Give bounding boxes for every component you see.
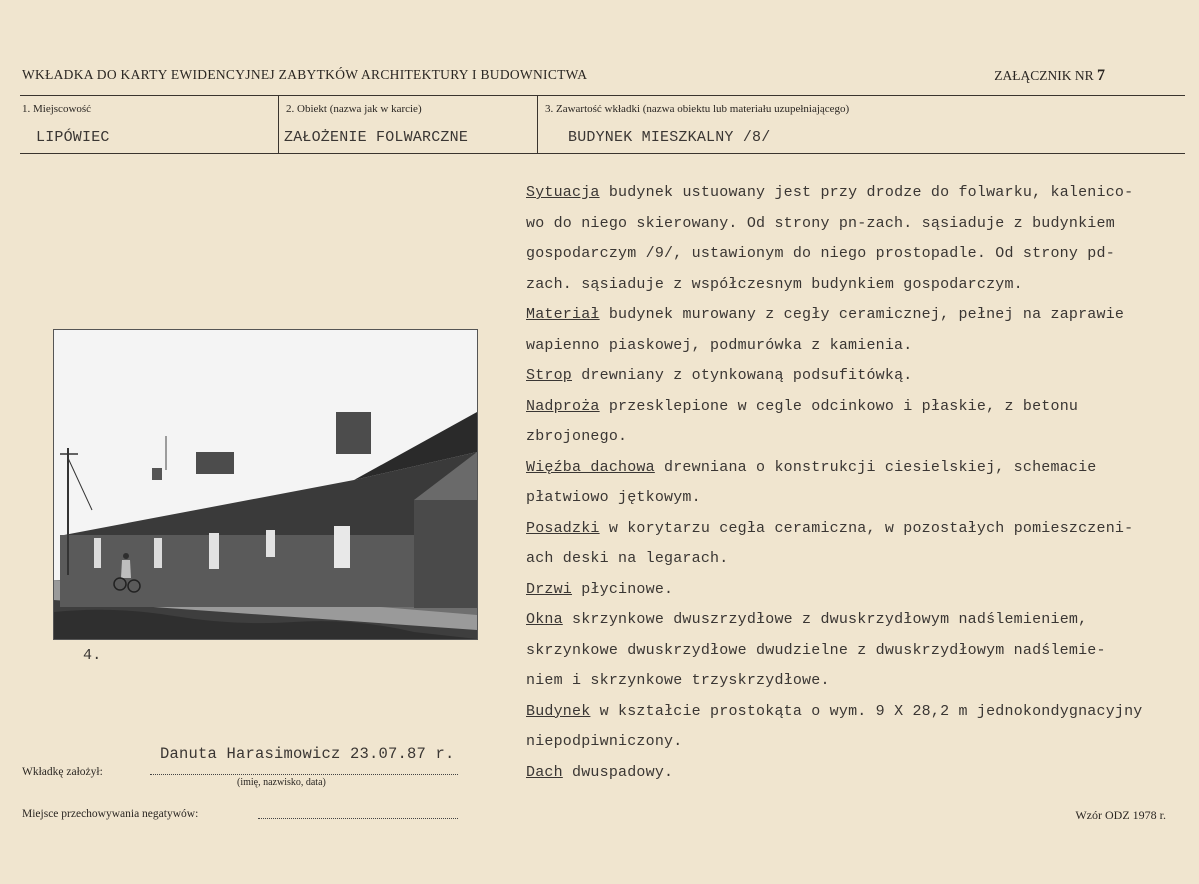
para-strop <box>526 361 1192 392</box>
para-line: niem i skrzynkowe trzyskrzydłowe. <box>526 672 830 689</box>
building-photo-image <box>54 330 477 639</box>
para-line: skrzynkowe dwuskrzydłowe dwudzielne z dwuskrzydłowym nadślemie- <box>526 641 1106 659</box>
para-line: wapienno piaskowej, podmurówka z kamienia. <box>526 336 913 354</box>
para-line: ach deski na legarach. <box>526 550 729 567</box>
para-line: płatwiowo jętkowym. <box>526 489 701 506</box>
description-text <box>526 178 1192 788</box>
para-wiezba <box>526 453 1192 514</box>
keyword-wiezba: Więźba dachowa <box>526 458 655 476</box>
para-line: przesklepione w cegle odcinkowo i płaskie, z betonu <box>608 397 1079 415</box>
para-line: płycinowe. <box>581 580 674 598</box>
para-dach <box>526 758 1192 789</box>
para-posadzki <box>526 514 1192 575</box>
para-line: budynek ustuowany jest przy drodze do folwarku, kalenico- <box>608 184 1134 201</box>
field-locality-label: 1. Miejscowość <box>22 103 92 115</box>
form-code: Wzór ODZ 1978 r. <box>1075 808 1166 822</box>
field-object-value: ZAŁOŻENIE FOLWARCZNE <box>284 129 469 146</box>
negatives-dotted-line <box>258 818 458 819</box>
keyword-dach: Dach <box>526 763 563 781</box>
author-hint: (imię, nazwisko, data) <box>237 777 326 788</box>
keyword-sytuacja: Sytuacja <box>526 184 600 201</box>
para-line: drewniana o konstrukcji ciesielskiej, schemacie <box>664 458 1097 476</box>
para-okna <box>526 605 1192 697</box>
para-line: zbrojonego. <box>526 428 628 445</box>
annex-label-text: ZAŁĄCZNIK NR <box>994 68 1094 83</box>
annex-label <box>994 67 1105 85</box>
field-content-label: 3. Zawartość wkładki (nazwa obiektu lub materiału uzupełniającego) <box>545 103 850 115</box>
divider-field-2 <box>537 96 538 153</box>
photo-number: 4. <box>83 647 102 664</box>
author-value: Danuta Harasimowicz 23.07.87 r. <box>160 745 455 763</box>
keyword-budynek: Budynek <box>526 702 591 720</box>
building-photo <box>53 329 478 640</box>
author-label: Wkładkę założył: <box>22 766 103 778</box>
para-line: drewniany z otynkowaną podsufitówką. <box>581 367 913 384</box>
negatives-label: Miejsce przechowywania negatywów: <box>22 808 199 820</box>
para-nadproza <box>526 392 1192 453</box>
para-line: budynek murowany z cegły ceramicznej, pełnej na zaprawie <box>608 306 1125 323</box>
para-line: skrzynkowe dwuszrzydłowe z dwuskrzydłowym nadślemieniem, <box>572 611 1088 628</box>
para-budynek <box>526 697 1192 758</box>
keyword-material: Materiał <box>526 306 600 323</box>
divider-fields <box>20 153 1185 154</box>
para-line: wo do niego skierowany. Od strony pn-zach. sąsiaduje z budynkiem <box>526 214 1115 232</box>
keyword-posadzki: Posadzki <box>526 519 600 537</box>
para-material <box>526 300 1192 361</box>
keyword-strop: Strop <box>526 367 573 384</box>
keyword-nadproza: Nadproża <box>526 397 600 415</box>
para-line: dwuspadowy. <box>572 763 674 781</box>
divider-field-1 <box>278 96 279 153</box>
para-line: w korytarzu cegła ceramiczna, w pozostałych pomieszczeni- <box>608 519 1134 537</box>
field-object-label: 2. Obiekt (nazwa jak w karcie) <box>286 103 422 115</box>
keyword-okna: Okna <box>526 611 563 628</box>
field-locality-value: LIPÓWIEC <box>36 129 110 146</box>
para-line: gospodarczym /9/, ustawionym do niego prostopadle. Od strony pd- <box>526 245 1115 262</box>
field-content-value: BUDYNEK MIESZKALNY /8/ <box>568 129 771 146</box>
divider-top <box>20 95 1185 96</box>
annex-number: 7 <box>1097 67 1105 84</box>
keyword-drzwi: Drzwi <box>526 580 573 598</box>
para-line: zach. sąsiaduje z współczesnym budynkiem gospodarczym. <box>526 275 1023 293</box>
card-title: WKŁADKA DO KARTY EWIDENCYJNEJ ZABYTKÓW ARCHITEKTURY I BUDOWNICTWA <box>22 67 588 82</box>
para-line: w kształcie prostokąta o wym. 9 X 28,2 m jednokondygnacyjny <box>599 702 1143 720</box>
para-line: niepodpiwniczony. <box>526 733 683 750</box>
para-sytuacja <box>526 178 1192 300</box>
para-drzwi <box>526 575 1192 606</box>
author-dotted-line <box>150 774 458 775</box>
